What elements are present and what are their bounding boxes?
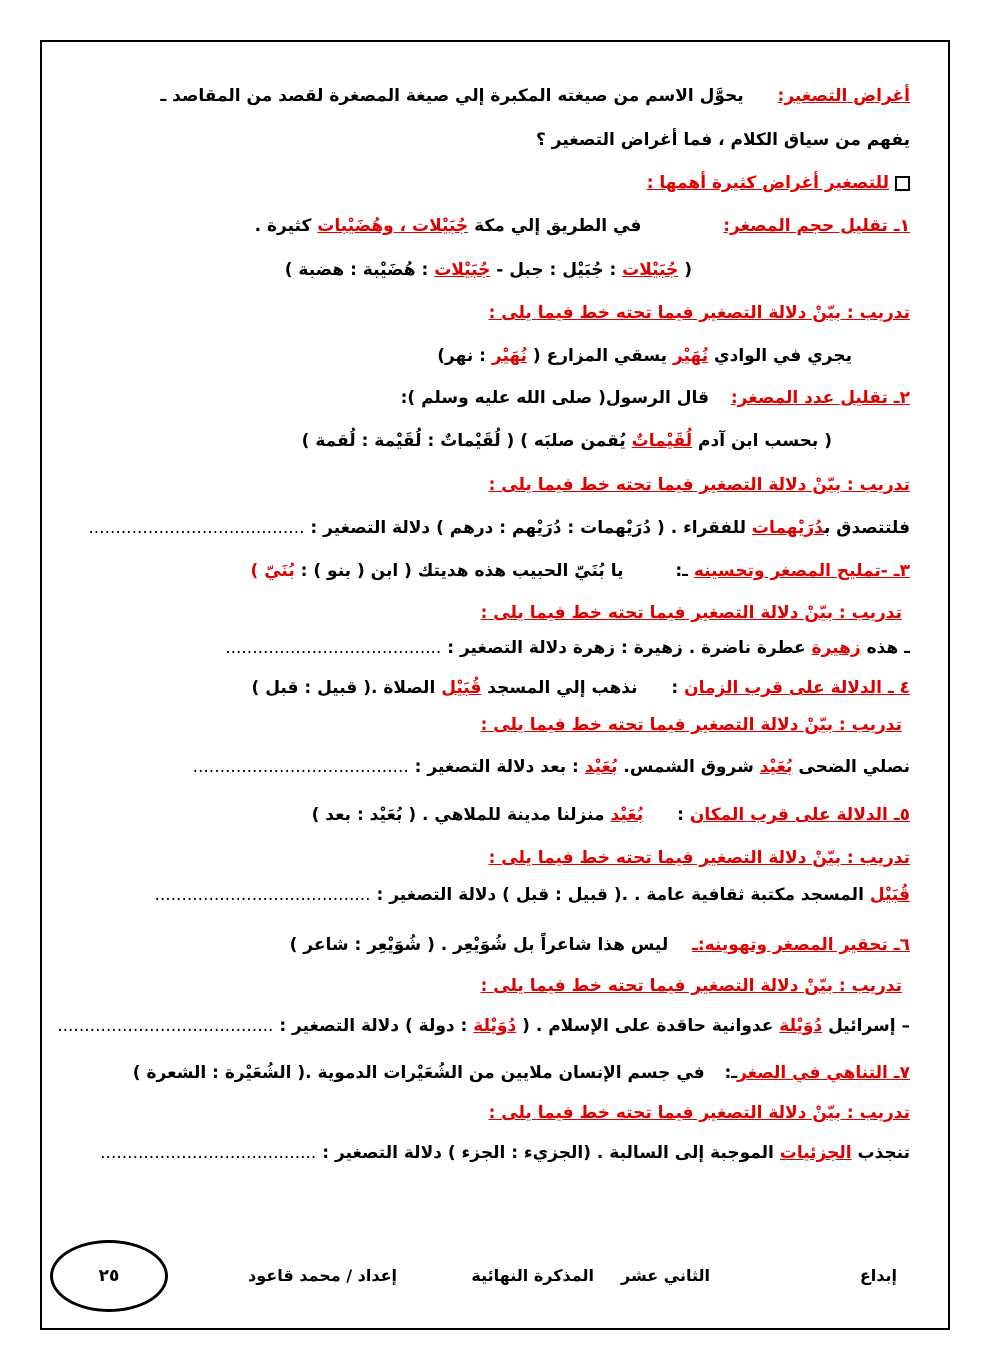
s4-title-line — [80, 675, 910, 701]
s7-training-line — [80, 1140, 910, 1166]
s4-tr-red-2: بُعَيْد — [584, 757, 618, 777]
s4-tr-c: : بعد دلالة التصغير : — [408, 757, 585, 777]
s4-tr-red-1: بُعَيْد — [759, 757, 793, 777]
s6-sep: ـ — [692, 935, 698, 955]
intro-line-2 — [80, 127, 910, 153]
s4-training: تدريب : بيّنْ دلالة التصغير فيما تحته خط فيما يلى : — [480, 715, 902, 735]
s1-tr-red-1: نُهَيْر — [672, 346, 709, 366]
s5-sep: : — [677, 805, 690, 825]
s4-example-red: قُبَيْل — [441, 678, 482, 698]
s2-tr-b: للفقراء . ( دُرَيْهمات : دُرَيْهم : درهم ) دلالة التصغير : — [304, 518, 752, 538]
s5-answer-blank: ........................................ — [154, 885, 371, 905]
s5-example-red: بُعَيْد — [610, 805, 644, 825]
s6-tr-c: : دولة ) دلالة التصغير : — [273, 1016, 474, 1036]
s4-example-a: نذهب إلي المسجد — [481, 678, 638, 698]
s6-title-line — [80, 932, 910, 958]
s1-title: ١ـ تقليل حجم المصغر: — [723, 216, 910, 236]
s7-tr-red: الجزئيات — [779, 1143, 852, 1163]
footer-ibdaa: إبداع — [859, 1266, 897, 1285]
s1-paren-red-2: جُبَيْلات — [434, 260, 491, 280]
s4-training-line — [80, 754, 910, 780]
s6-training: تدريب : بيّنْ دلالة التصغير فيما تحته خط فيما يلى : — [480, 976, 902, 996]
checkbox-icon — [895, 176, 910, 191]
s6-answer-blank: ........................................ — [57, 1016, 274, 1036]
s2-example: قال الرسول( صلى الله عليه وسلم ): — [400, 388, 710, 408]
s7-title: ٧ـ التناهي في الصغر — [737, 1063, 910, 1083]
s7-training: تدريب : بيّنْ دلالة التصغير فيما تحته خط فيما يلى : — [488, 1103, 910, 1123]
s1-paren-open: ( — [678, 260, 692, 280]
s3-title-line — [80, 558, 910, 584]
s2-answer-blank: ........................................ — [88, 518, 305, 538]
s1-tr-b: يسقي المزارع ( — [527, 346, 673, 366]
s3-training-line — [80, 635, 910, 661]
s7-tr-b: الموجبة إلى السالبة . (الجزيء : الجزء ) دلالة التصغير : — [316, 1143, 780, 1163]
s1-paren-end: : هُضَيْبة : هضبة ) — [284, 260, 435, 280]
s5-title-line — [80, 802, 910, 828]
s2-tr-red: دُرَيْهمات — [751, 518, 824, 538]
s3-sep: ـ: — [675, 561, 694, 581]
s5-title: ٥ـ الدلالة على قرب المكان — [689, 805, 910, 825]
s6-tr-b: عدوانية حاقدة على الإسلام . ( — [516, 1016, 780, 1036]
s3-training: تدريب : بيّنْ دلالة التصغير فيما تحته خط فيما يلى : — [480, 603, 902, 623]
s6-tr-red-1: دُوَيْلة — [779, 1016, 823, 1036]
s6-title: ٦ـ تحقير المصغر وتهوينه: — [697, 935, 910, 955]
s2-hadith-b: يُقمن صلبَه ) ( لُقَيْماتٌ : لُقَيْمة : لُقمة ) — [301, 431, 632, 451]
s4-tr-b: شروق الشمس. — [617, 757, 760, 777]
s1-training-line — [80, 343, 852, 369]
s3-example-a: يا بُنَيّ الحبيب هذه هديتك ( ابن ( بنو ) : — [294, 561, 624, 581]
s7-sep: ـ: — [724, 1063, 738, 1083]
intro-line-3 — [80, 170, 910, 196]
s2-hadith-line — [80, 428, 832, 454]
s1-paren-mid: : جُبَيْل : جبل - — [490, 260, 623, 280]
intro-line-1 — [80, 83, 910, 109]
s7-tr-a: تنجذب — [851, 1143, 910, 1163]
s3-tr-red: زهيرة — [811, 638, 861, 658]
s6-example: ليس هذا شاعراً بل شُوَيْعِر . ( شُوَيْعِر : شاعر ) — [289, 935, 669, 955]
s7-answer-blank: ........................................ — [100, 1143, 317, 1163]
intro-heading: أغراض التصغير: — [777, 86, 910, 106]
s5-example-b: منزلنا مدينة للملاهي . ( بُعَيْد : بعد ) — [311, 805, 611, 825]
page-number: ٢٥ — [98, 1266, 120, 1286]
s1-paren-line — [80, 257, 692, 283]
s2-hadith-red: لُقَيْماتٌ — [631, 431, 693, 451]
s3-tr-b: عطرة ناضرة . زهيرة : زهرة دلالة التصغير : — [441, 638, 812, 658]
intro-text-1: يحوَّل الاسم من صيغته المكبرة إلي صيغة المصغرة لقصد من المقاصد ـ — [160, 86, 744, 106]
s1-tr-red-2: نُهَيْر — [491, 346, 527, 366]
s3-example-red: بُنَيّ ) — [250, 561, 295, 581]
s1-tr-a: يجري في الوادي — [708, 346, 852, 366]
s7-title-line — [80, 1060, 910, 1086]
s4-sep: : — [671, 678, 685, 698]
s1-paren-red-1: جُبَيْلات — [622, 260, 679, 280]
s4-title: ٤ ـ الدلالة على قرب الزمان — [684, 678, 910, 698]
s6-training-line — [57, 1013, 910, 1039]
intro-text-2: يفهم من سياق الكلام ، فما أغراض التصغير ؟ — [536, 130, 910, 150]
footer-author: إعداد / محمد قاعود — [248, 1266, 397, 1285]
s2-training: تدريب : بيّنْ دلالة التصغير فيما تحته خط فيما يلى : — [488, 475, 910, 495]
s4-answer-blank: ........................................ — [192, 757, 409, 777]
page-number-oval — [50, 1240, 168, 1312]
s6-tr-red-2: دُوَيْلة — [473, 1016, 517, 1036]
s2-title: ٢ـ تقليل عدد المصغر: — [730, 388, 910, 408]
s2-title-line — [80, 385, 910, 411]
s1-training: تدريب : بيّنْ دلالة التصغير فيما تحته خط فيما يلى : — [488, 303, 910, 323]
s1-tr-c: : نهر) — [437, 346, 492, 366]
s3-tr-a: ـ هذه — [860, 638, 910, 658]
s2-hadith-a: ( بحسب ابن آدم — [692, 431, 832, 451]
s1-title-line — [80, 213, 910, 239]
s5-tr-red: قُبَيْل — [869, 885, 910, 905]
footer-memo: المذكرة النهائية — [471, 1266, 594, 1285]
footer-grade: الثاني عشر — [621, 1266, 710, 1285]
s1-example-a: في الطريق إلي مكة — [468, 216, 642, 236]
s4-example-b: الصلاة .( قبيل : قبل ) — [251, 678, 442, 698]
s5-training-line — [80, 882, 910, 908]
intro-checkbox-label: للتصغير أغراض كثيرة أهمها : — [646, 173, 889, 193]
s5-training: تدريب : بيّنْ دلالة التصغير فيما تحته خط فيما يلى : — [488, 848, 910, 868]
s2-training-line — [80, 515, 910, 541]
s4-tr-a: نصلي الضحى — [792, 757, 910, 777]
s3-answer-blank: ........................................ — [225, 638, 442, 658]
s2-tr-a: فلتتصدق ب — [823, 518, 910, 538]
s1-example-red: جُبَيْلات ، وهُضَيْبات — [317, 216, 469, 236]
s5-tr-b: المسجد مكتبة ثقافية عامة . .( قبيل : قبل ) دلالة التصغير : — [370, 885, 870, 905]
s3-title: ٣ـ -تمليح المصغر وتحسينه — [693, 561, 910, 581]
s7-example: في جسم الإنسان ملايين من الشُعَيْرات الدموية .( الشُعَيْرة : الشعرة ) — [132, 1063, 705, 1083]
s1-example-b: كثيرة . — [254, 216, 318, 236]
s6-tr-a: – إسرائيل — [822, 1016, 910, 1036]
